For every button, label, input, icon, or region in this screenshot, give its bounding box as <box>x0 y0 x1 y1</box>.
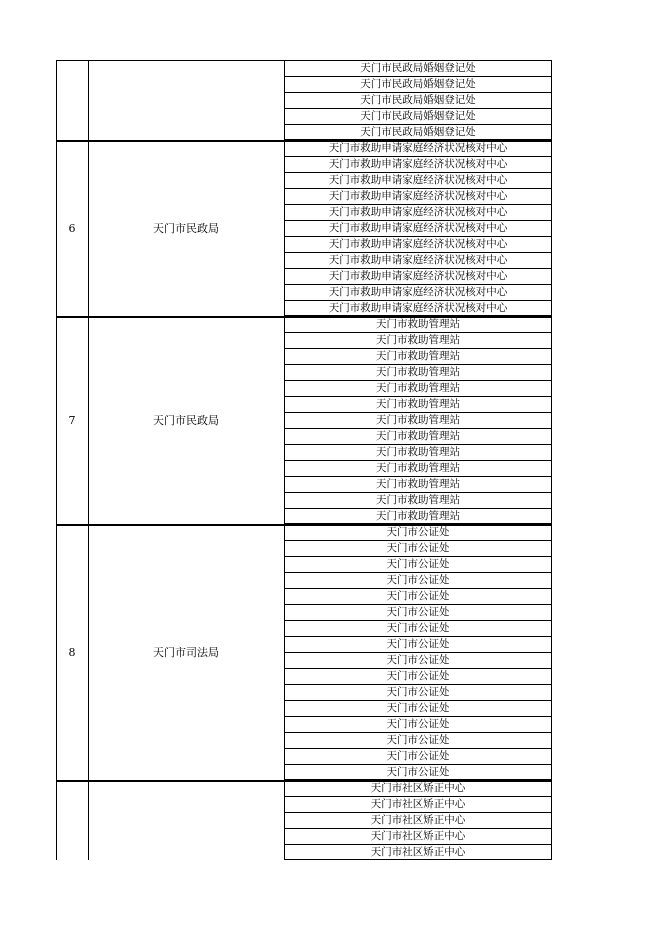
row-divider <box>284 492 552 493</box>
table-row: 天门市民政局婚姻登记处 <box>360 61 476 74</box>
table-row: 天门市公证处 <box>386 525 450 538</box>
row-divider-bottom <box>284 859 552 860</box>
group-number: 8 <box>68 645 76 659</box>
table-row: 天门市救助管理站 <box>376 477 460 490</box>
table-row: 天门市救助管理站 <box>376 429 460 442</box>
row-divider <box>284 588 552 589</box>
group-department: 天门市司法局 <box>153 645 219 659</box>
row-divider <box>284 668 552 669</box>
row-divider <box>284 396 552 397</box>
row-divider <box>284 460 552 461</box>
table-group <box>56 780 552 860</box>
table-row: 天门市公证处 <box>386 589 450 602</box>
table-row: 天门市救助申请家庭经济状况核对中心 <box>328 285 508 298</box>
table-row: 天门市救助管理站 <box>376 349 460 362</box>
row-divider <box>284 124 552 125</box>
table-row: 天门市社区矫正中心 <box>370 813 466 826</box>
group-department: 天门市民政局 <box>153 221 219 235</box>
table-row: 天门市公证处 <box>386 765 450 778</box>
row-divider <box>284 476 552 477</box>
row-divider <box>284 188 552 189</box>
row-divider <box>284 252 552 253</box>
table-row: 天门市公证处 <box>386 605 450 618</box>
table-row: 天门市社区矫正中心 <box>370 845 466 858</box>
row-divider <box>284 508 552 509</box>
row-divider <box>284 172 552 173</box>
table-row: 天门市公证处 <box>386 701 450 714</box>
table-row: 天门市救助管理站 <box>376 397 460 410</box>
table-row: 天门市救助管理站 <box>376 509 460 522</box>
row-divider <box>284 636 552 637</box>
table-row: 天门市救助申请家庭经济状况核对中心 <box>328 237 508 250</box>
table-row: 天门市救助管理站 <box>376 413 460 426</box>
row-divider <box>284 828 552 829</box>
table-row: 天门市救助申请家庭经济状况核对中心 <box>328 141 508 154</box>
row-divider <box>284 412 552 413</box>
row-divider <box>284 796 552 797</box>
table-row: 天门市救助管理站 <box>376 445 460 458</box>
table-row: 天门市救助申请家庭经济状况核对中心 <box>328 301 508 314</box>
row-divider <box>284 300 552 301</box>
table-row: 天门市社区矫正中心 <box>370 829 466 842</box>
table-group <box>56 60 552 140</box>
group-number <box>56 60 88 140</box>
group-department <box>88 60 284 140</box>
row-divider <box>284 268 552 269</box>
table-row: 天门市救助申请家庭经济状况核对中心 <box>328 269 508 282</box>
row-divider <box>284 556 552 557</box>
table-row: 天门市公证处 <box>386 733 450 746</box>
table-group <box>56 140 552 316</box>
table-row: 天门市救助管理站 <box>376 333 460 346</box>
row-divider <box>284 108 552 109</box>
row-divider <box>284 540 552 541</box>
row-divider <box>284 332 552 333</box>
row-divider <box>284 364 552 365</box>
table-row: 天门市救助管理站 <box>376 461 460 474</box>
row-divider <box>284 204 552 205</box>
table-row: 天门市民政局婚姻登记处 <box>360 77 476 90</box>
row-divider <box>284 652 552 653</box>
table-row: 天门市公证处 <box>386 637 450 650</box>
table-row: 天门市社区矫正中心 <box>370 797 466 810</box>
table-row: 天门市救助申请家庭经济状况核对中心 <box>328 157 508 170</box>
row-divider <box>284 748 552 749</box>
table-row: 天门市公证处 <box>386 541 450 554</box>
group-number: 7 <box>68 413 76 427</box>
table-row: 天门市公证处 <box>386 621 450 634</box>
row-divider <box>284 604 552 605</box>
row-divider <box>284 700 552 701</box>
table-row: 天门市公证处 <box>386 669 450 682</box>
row-divider <box>284 444 552 445</box>
table-row: 天门市公证处 <box>386 557 450 570</box>
row-divider <box>284 236 552 237</box>
group-number: 6 <box>68 221 76 235</box>
table-row: 天门市救助管理站 <box>376 493 460 506</box>
table-row: 天门市社区矫正中心 <box>370 781 466 794</box>
table-row: 天门市救助申请家庭经济状况核对中心 <box>328 173 508 186</box>
table-row: 天门市救助管理站 <box>376 381 460 394</box>
row-divider <box>284 764 552 765</box>
table-row: 天门市救助申请家庭经济状况核对中心 <box>328 253 508 266</box>
table-row: 天门市公证处 <box>386 685 450 698</box>
row-divider <box>284 732 552 733</box>
table-row: 天门市救助管理站 <box>376 365 460 378</box>
table-group <box>56 316 552 524</box>
table-row: 天门市救助申请家庭经济状况核对中心 <box>328 189 508 202</box>
table-row: 天门市民政局婚姻登记处 <box>360 93 476 106</box>
row-divider <box>284 684 552 685</box>
table-row: 天门市公证处 <box>386 749 450 762</box>
row-divider <box>284 220 552 221</box>
row-divider <box>284 92 552 93</box>
table-row: 天门市救助申请家庭经济状况核对中心 <box>328 205 508 218</box>
table-row: 天门市公证处 <box>386 573 450 586</box>
table-row: 天门市公证处 <box>386 717 450 730</box>
row-divider <box>284 284 552 285</box>
row-divider <box>284 620 552 621</box>
table-row: 天门市救助申请家庭经济状况核对中心 <box>328 221 508 234</box>
row-divider <box>284 716 552 717</box>
row-divider <box>284 156 552 157</box>
table-row: 天门市公证处 <box>386 653 450 666</box>
group-number <box>56 780 88 860</box>
group-department: 天门市民政局 <box>153 413 219 427</box>
table-group <box>56 524 552 780</box>
group-department <box>88 780 284 860</box>
row-divider <box>284 572 552 573</box>
table-row: 天门市民政局婚姻登记处 <box>360 109 476 122</box>
table-row: 天门市救助管理站 <box>376 317 460 330</box>
spreadsheet-table <box>56 60 552 864</box>
row-divider <box>284 428 552 429</box>
row-divider <box>284 812 552 813</box>
table-row: 天门市民政局婚姻登记处 <box>360 125 476 138</box>
row-divider <box>284 76 552 77</box>
row-divider <box>284 844 552 845</box>
row-divider <box>284 348 552 349</box>
row-divider <box>284 380 552 381</box>
